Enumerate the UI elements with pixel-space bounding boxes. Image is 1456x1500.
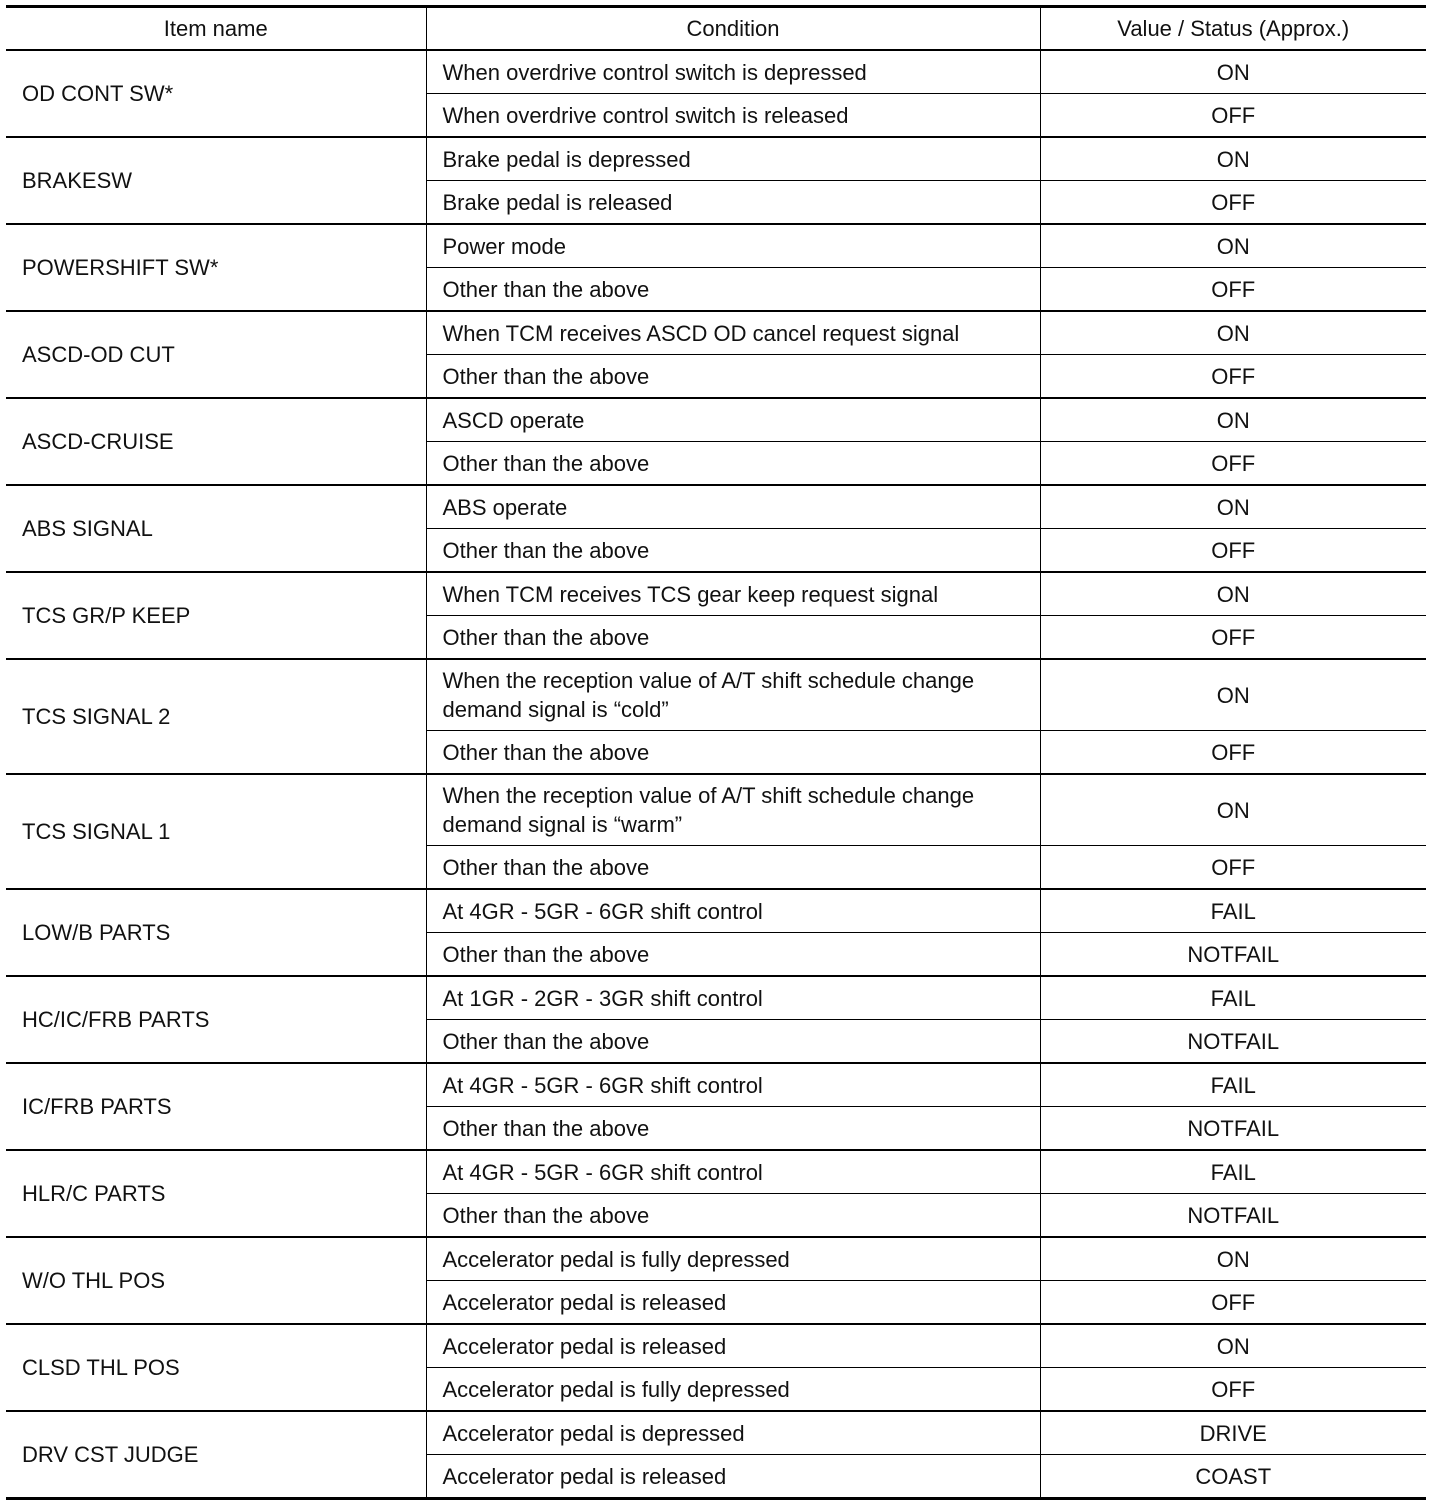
condition-cell: Other than the above (426, 933, 1040, 977)
header-row (6, 7, 1426, 51)
value-status-cell: ON (1040, 224, 1426, 268)
table-row (6, 1411, 1426, 1455)
condition-cell: Other than the above (426, 1107, 1040, 1151)
table-row (6, 1063, 1426, 1107)
table-row (6, 485, 1426, 529)
table-row (6, 976, 1426, 1020)
value-status-cell: ON (1040, 1237, 1426, 1281)
condition-cell: When the reception value of A/T shift schedule change demand signal is “warm” (426, 774, 1040, 846)
table-row (6, 1237, 1426, 1281)
value-status-cell: ON (1040, 137, 1426, 181)
condition-cell: Other than the above (426, 731, 1040, 775)
value-status-cell: ON (1040, 572, 1426, 616)
condition-cell: At 4GR - 5GR - 6GR shift control (426, 1063, 1040, 1107)
item-name-cell: BRAKESW (6, 137, 426, 224)
condition-cell: Other than the above (426, 616, 1040, 660)
table-row (6, 398, 1426, 442)
value-status-cell: ON (1040, 1324, 1426, 1368)
condition-cell: When the reception value of A/T shift schedule change demand signal is “cold” (426, 659, 1040, 731)
condition-cell: Accelerator pedal is released (426, 1281, 1040, 1325)
condition-cell: At 4GR - 5GR - 6GR shift control (426, 889, 1040, 933)
condition-cell: When TCM receives TCS gear keep request signal (426, 572, 1040, 616)
table-row (6, 572, 1426, 616)
header-item-name: Item name (6, 7, 426, 51)
item-name-cell: DRV CST JUDGE (6, 1411, 426, 1499)
value-status-cell: OFF (1040, 94, 1426, 138)
value-status-cell: NOTFAIL (1040, 1107, 1426, 1151)
table-body (6, 50, 1426, 1499)
table-row (6, 1150, 1426, 1194)
value-status-cell: FAIL (1040, 1063, 1426, 1107)
value-status-cell: ON (1040, 50, 1426, 94)
value-status-cell: OFF (1040, 846, 1426, 890)
item-name-cell: OD CONT SW* (6, 50, 426, 137)
value-status-cell: FAIL (1040, 1150, 1426, 1194)
value-status-cell: OFF (1040, 616, 1426, 660)
condition-cell: Brake pedal is released (426, 181, 1040, 225)
value-status-cell: ON (1040, 398, 1426, 442)
value-status-cell: OFF (1040, 1281, 1426, 1325)
value-status-cell: ON (1040, 659, 1426, 731)
condition-cell: When overdrive control switch is released (426, 94, 1040, 138)
item-name-cell: TCS SIGNAL 2 (6, 659, 426, 774)
header-condition: Condition (426, 7, 1040, 51)
value-status-cell: ON (1040, 311, 1426, 355)
item-name-cell: TCS GR/P KEEP (6, 572, 426, 659)
value-status-cell: DRIVE (1040, 1411, 1426, 1455)
item-name-cell: POWERSHIFT SW* (6, 224, 426, 311)
value-status-cell: FAIL (1040, 976, 1426, 1020)
table-row (6, 889, 1426, 933)
item-name-cell: ASCD-OD CUT (6, 311, 426, 398)
condition-cell: Other than the above (426, 529, 1040, 573)
item-name-cell: HC/IC/FRB PARTS (6, 976, 426, 1063)
value-status-cell: NOTFAIL (1040, 1194, 1426, 1238)
header-value-status: Value / Status (Approx.) (1040, 7, 1426, 51)
condition-cell: ABS operate (426, 485, 1040, 529)
value-status-cell: OFF (1040, 529, 1426, 573)
table-row (6, 1324, 1426, 1368)
item-name-cell: ABS SIGNAL (6, 485, 426, 572)
condition-cell: Other than the above (426, 442, 1040, 486)
item-name-cell: ASCD-CRUISE (6, 398, 426, 485)
value-status-cell: NOTFAIL (1040, 1020, 1426, 1064)
table-row (6, 659, 1426, 731)
item-name-cell: LOW/B PARTS (6, 889, 426, 976)
value-status-cell: OFF (1040, 355, 1426, 399)
value-status-cell: ON (1040, 774, 1426, 846)
condition-cell: Other than the above (426, 1194, 1040, 1238)
table-row (6, 50, 1426, 94)
value-status-cell: OFF (1040, 442, 1426, 486)
value-status-cell: COAST (1040, 1455, 1426, 1499)
value-status-cell: OFF (1040, 181, 1426, 225)
value-status-cell: NOTFAIL (1040, 933, 1426, 977)
condition-cell: Accelerator pedal is fully depressed (426, 1237, 1040, 1281)
item-name-cell: IC/FRB PARTS (6, 1063, 426, 1150)
value-status-cell: OFF (1040, 268, 1426, 312)
value-status-cell: OFF (1040, 731, 1426, 775)
value-status-cell: FAIL (1040, 889, 1426, 933)
condition-cell: Accelerator pedal is fully depressed (426, 1368, 1040, 1412)
item-name-cell: CLSD THL POS (6, 1324, 426, 1411)
table-row (6, 137, 1426, 181)
table-row (6, 311, 1426, 355)
table-row (6, 224, 1426, 268)
condition-cell: ASCD operate (426, 398, 1040, 442)
value-status-cell: OFF (1040, 1368, 1426, 1412)
item-name-cell: W/O THL POS (6, 1237, 426, 1324)
condition-cell: Accelerator pedal is released (426, 1455, 1040, 1499)
condition-cell: Other than the above (426, 355, 1040, 399)
table-row (6, 774, 1426, 846)
condition-cell: When overdrive control switch is depressed (426, 50, 1040, 94)
condition-cell: At 1GR - 2GR - 3GR shift control (426, 976, 1040, 1020)
condition-cell: When TCM receives ASCD OD cancel request signal (426, 311, 1040, 355)
value-status-cell: ON (1040, 485, 1426, 529)
condition-cell: Brake pedal is depressed (426, 137, 1040, 181)
condition-cell: Other than the above (426, 846, 1040, 890)
condition-cell: Other than the above (426, 1020, 1040, 1064)
condition-cell: At 4GR - 5GR - 6GR shift control (426, 1150, 1040, 1194)
item-name-cell: HLR/C PARTS (6, 1150, 426, 1237)
monitor-item-table (6, 5, 1426, 1500)
item-name-cell: TCS SIGNAL 1 (6, 774, 426, 889)
condition-cell: Accelerator pedal is released (426, 1324, 1040, 1368)
condition-cell: Accelerator pedal is depressed (426, 1411, 1040, 1455)
condition-cell: Other than the above (426, 268, 1040, 312)
condition-cell: Power mode (426, 224, 1040, 268)
